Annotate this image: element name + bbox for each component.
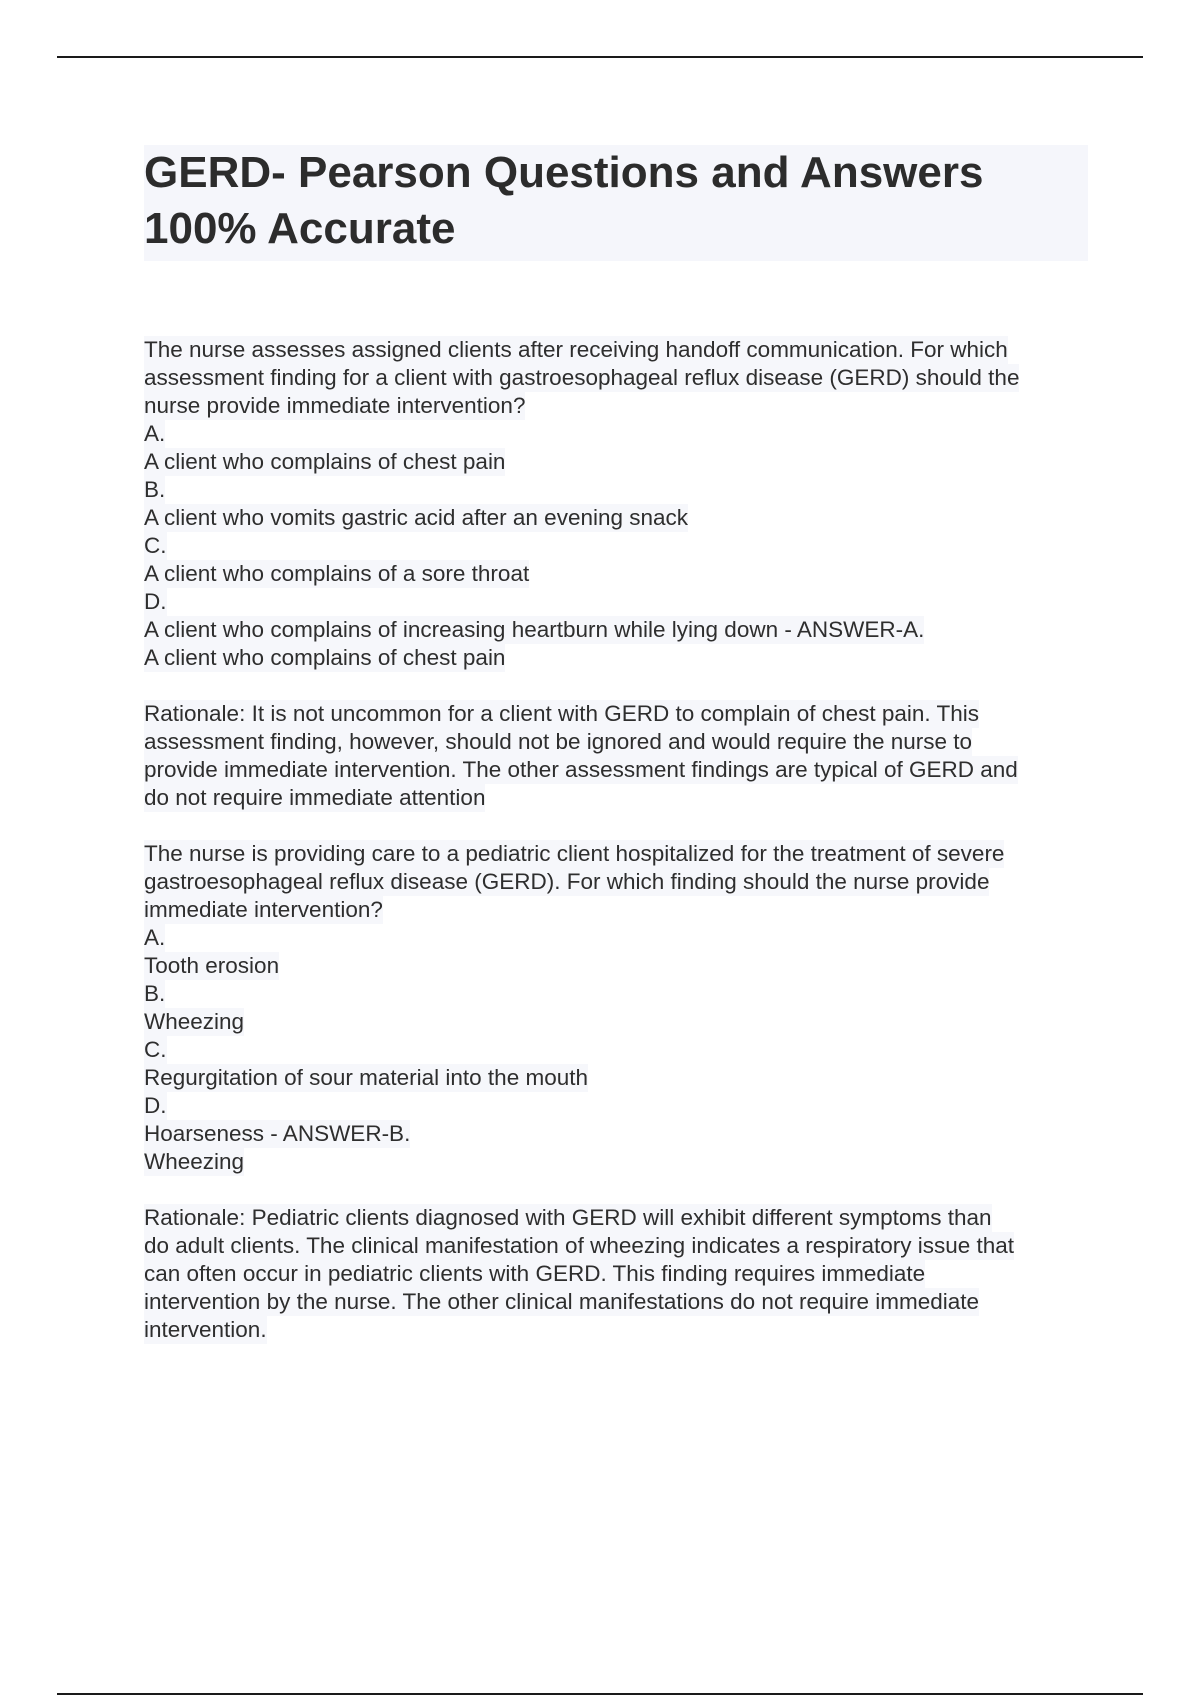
rationale-1 xyxy=(144,700,1088,812)
text-line: intervention by the nurse. The other clinical manifestations do not require immediate xyxy=(144,1289,980,1314)
option-text: A client who complains of a sore throat xyxy=(144,561,530,586)
option-text: Wheezing xyxy=(144,1009,245,1034)
option-text: Tooth erosion xyxy=(144,953,280,978)
title-line-1: GERD- Pearson Questions and Answers xyxy=(144,148,984,197)
text-line: nurse provide immediate intervention? xyxy=(144,393,526,418)
option-text-answer: Hoarseness - ANSWER-B. xyxy=(144,1121,411,1146)
text-line: Rationale: It is not uncommon for a client with GERD to complain of chest pain. This xyxy=(144,701,979,726)
text-line: do adult clients. The clinical manifestation of wheezing indicates a respiratory issue that xyxy=(144,1233,1015,1258)
option-text: A client who complains of chest pain xyxy=(144,449,506,474)
answer-text: A client who complains of chest pain xyxy=(144,645,506,670)
option-label: D. xyxy=(144,589,167,614)
bottom-rule xyxy=(57,1693,1143,1695)
text-line: intervention. xyxy=(144,1317,267,1342)
option-label: B. xyxy=(144,981,166,1006)
question-2 xyxy=(144,840,1088,1176)
option-label: C. xyxy=(144,1037,167,1062)
option-label: D. xyxy=(144,1093,167,1118)
text-line: can often occur in pediatric clients with GERD. This finding requires immediate xyxy=(144,1261,926,1286)
text-line: gastroesophageal reflux disease (GERD). For which finding should the nurse provide xyxy=(144,869,990,894)
document-body xyxy=(144,336,1088,1344)
title-line-2: 100% Accurate xyxy=(144,204,456,253)
rationale-2 xyxy=(144,1204,1088,1344)
text-line: do not require immediate attention xyxy=(144,785,486,810)
top-rule xyxy=(57,56,1143,58)
text-line: assessment finding, however, should not be ignored and would require the nurse to xyxy=(144,729,973,754)
option-text-answer: A client who complains of increasing heartburn while lying down - ANSWER-A. xyxy=(144,617,925,642)
text-line: Rationale: Pediatric clients diagnosed with GERD will exhibit different symptoms than xyxy=(144,1205,992,1230)
option-label: A. xyxy=(144,925,166,950)
text-line: The nurse is providing care to a pediatric client hospitalized for the treatment of severe xyxy=(144,841,1005,866)
text-line: assessment finding for a client with gastroesophageal reflux disease (GERD) should the xyxy=(144,365,1020,390)
text-line: immediate intervention? xyxy=(144,897,383,922)
option-text: Regurgitation of sour material into the mouth xyxy=(144,1065,588,1090)
option-label: C. xyxy=(144,533,167,558)
answer-text: Wheezing xyxy=(144,1149,245,1174)
option-text: A client who vomits gastric acid after an evening snack xyxy=(144,505,689,530)
text-line: provide immediate intervention. The other assessment findings are typical of GERD and xyxy=(144,757,1018,782)
text-line: The nurse assesses assigned clients after receiving handoff communication. For which xyxy=(144,337,1008,362)
option-label: B. xyxy=(144,477,166,502)
document-title xyxy=(144,145,1088,261)
question-1 xyxy=(144,336,1088,672)
option-label: A. xyxy=(144,421,166,446)
